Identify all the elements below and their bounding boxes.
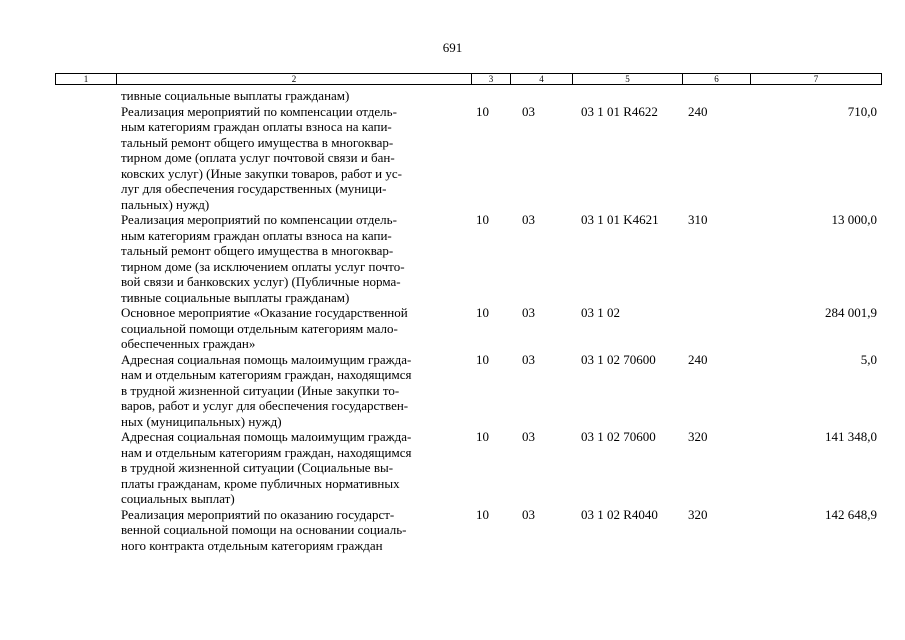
table-row — [55, 429, 881, 507]
amount: 5,0 — [860, 351, 877, 367]
subsection-code — [510, 88, 572, 104]
table-row — [55, 507, 881, 554]
target-article-code — [572, 88, 682, 104]
expense-type-code: 320 — [688, 506, 708, 522]
section-code: 10 — [476, 212, 489, 227]
amount: 284 001,9 — [825, 305, 877, 320]
table-row — [55, 88, 881, 104]
section-code: 10 — [476, 103, 489, 119]
amount: 142 648,9 — [825, 506, 877, 522]
table-row — [55, 104, 881, 213]
column-number-4: 4 — [511, 74, 573, 85]
section-code: 10 — [476, 506, 489, 522]
row-number — [55, 305, 116, 352]
section-code: 10 — [476, 429, 489, 444]
expense-type-code: 240 — [688, 351, 708, 367]
item-description: Реализация мероприятий по компенсации отдель- ным категориям граждан оплаты взноса на капи- тальный ремонт общего имущества в многоквар- тирном доме (за исключением оплаты услуг почто- вой связи и банковских услуг) (Публичные норма- тивные социальные выплаты гражданам) — [121, 212, 405, 305]
page-number: 691 — [442, 40, 463, 55]
subsection-code: 03 — [522, 212, 535, 227]
subsection-code: 03 — [522, 351, 535, 367]
target-article-code: 03 1 02 — [581, 305, 620, 320]
table-row — [55, 212, 881, 305]
subsection-code: 03 — [522, 103, 535, 119]
section-code: 10 — [476, 351, 489, 367]
target-article-code: 03 1 02 R4040 — [581, 506, 658, 522]
expense-type-code — [682, 88, 750, 104]
item-description: Адресная социальная помощь малоимущим гражда- нам и отдельным категориям граждан, находящимся в трудной жизненной ситуации (Иные закупки то- варов, работ и услуг для обеспечения государствен- ных (муниципальных) нужд) — [121, 351, 412, 429]
target-article-code: 03 1 02 70600 — [581, 351, 656, 367]
column-number-2: 2 — [117, 74, 472, 85]
row-number — [55, 104, 116, 213]
subsection-code: 03 — [522, 429, 535, 444]
target-article-code: 03 1 02 70600 — [581, 429, 656, 444]
expense-type-code — [682, 305, 750, 352]
row-number — [55, 212, 116, 305]
target-article-code: 03 1 01 K4621 — [581, 212, 659, 227]
subsection-code: 03 — [522, 506, 535, 522]
expense-type-code: 310 — [688, 212, 708, 227]
item-description: Реализация мероприятий по компенсации отдель- ным категориям граждан оплаты взноса на капи- тальный ремонт общего имущества в многоквар- тирном доме (оплата услуг почтовой связи и бан- ковских услуг) (Иные закупки товаров, работ и ус- луг для обеспечения государственных (муници- пальных) нужд) — [121, 103, 402, 212]
row-number — [55, 507, 116, 554]
column-number-1: 1 — [56, 74, 117, 85]
column-number-6: 6 — [683, 74, 751, 85]
column-number-row — [56, 74, 882, 85]
amount — [750, 88, 881, 104]
item-description: Адресная социальная помощь малоимущим гражда- нам и отдельным категориям граждан, находящимся в трудной жизненной ситуации (Социальные вы- платы гражданам, кроме публичных нормативных социальных выплат) — [121, 429, 412, 506]
row-number — [55, 429, 116, 507]
expense-type-code: 240 — [688, 103, 708, 119]
row-number — [55, 88, 116, 104]
target-article-code: 03 1 01 R4622 — [581, 103, 658, 119]
amount: 141 348,0 — [825, 429, 877, 444]
column-number-3: 3 — [472, 74, 511, 85]
column-number-7: 7 — [751, 74, 882, 85]
row-number — [55, 352, 116, 430]
column-number-5: 5 — [573, 74, 683, 85]
table-row — [55, 305, 881, 352]
expense-type-code: 320 — [688, 429, 708, 444]
section-code: 10 — [476, 305, 489, 320]
table-row — [55, 352, 881, 430]
item-description: тивные социальные выплаты гражданам) — [121, 88, 350, 103]
amount: 13 000,0 — [831, 212, 877, 227]
section-code — [471, 88, 510, 104]
item-description: Реализация мероприятий по оказанию государст- венной социальной помощи на основании социаль- ного контракта отдельным категориям граждан — [121, 506, 407, 553]
column-header-table — [55, 73, 882, 85]
subsection-code: 03 — [522, 305, 535, 320]
amount: 710,0 — [847, 103, 877, 119]
item-description: Основное мероприятие «Оказание государственной социальной помощи отдельным категориям мало- обеспеченных граждан» — [121, 305, 408, 351]
budget-table — [55, 88, 881, 553]
